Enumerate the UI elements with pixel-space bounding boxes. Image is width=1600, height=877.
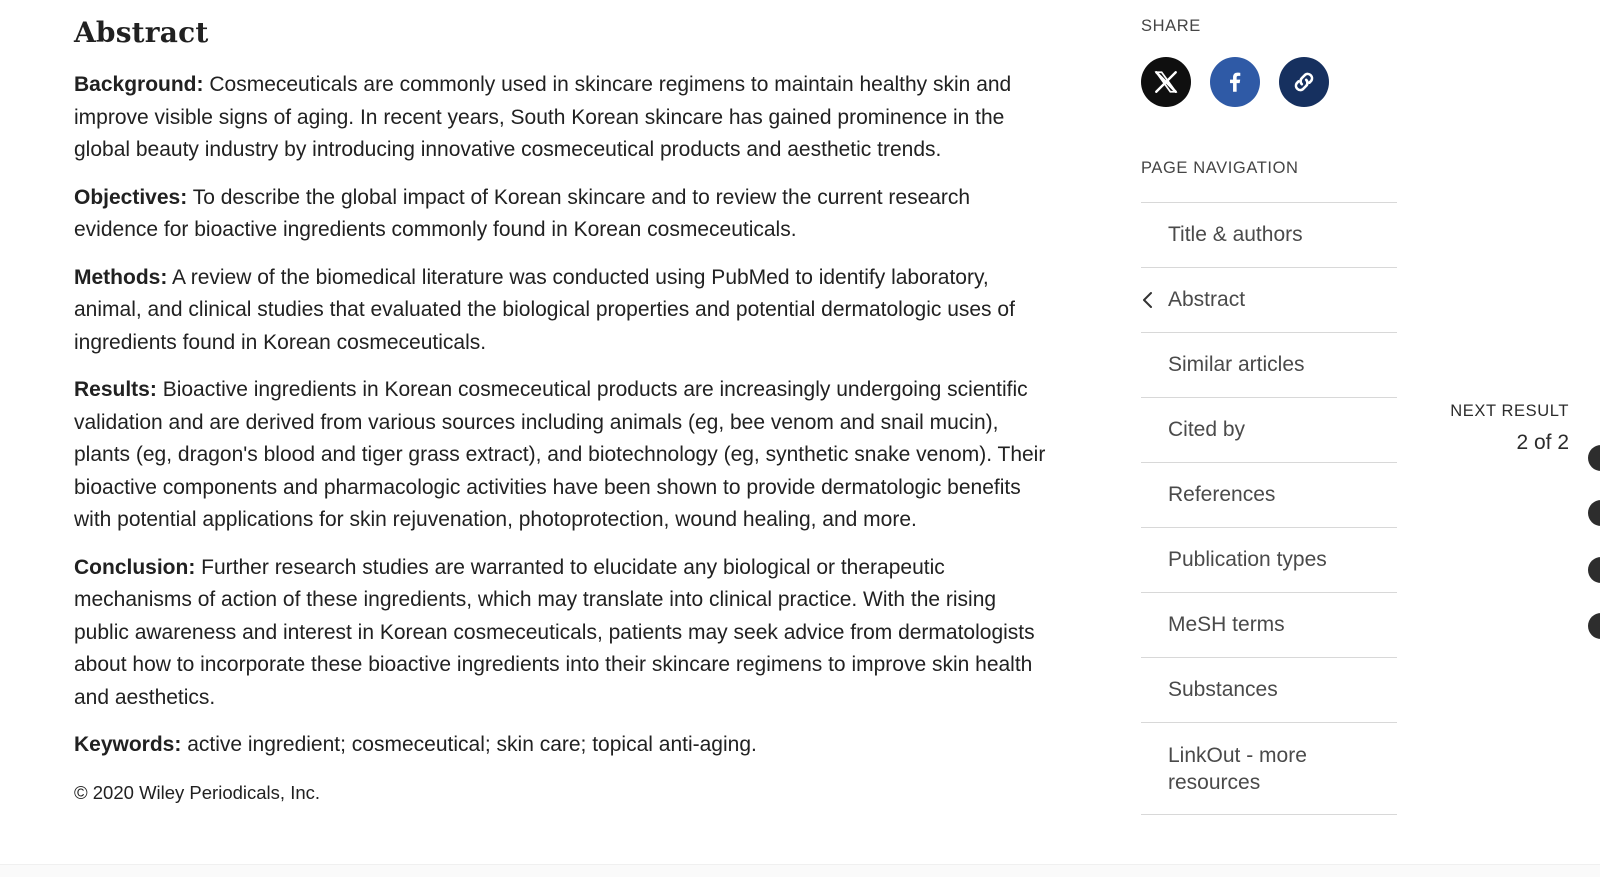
section-text: A review of the biomedical literature was conducted using PubMed to identify laboratory, animal, and clinical studies that evaluated the biological properties and potential dermatologic uses of ingredients found in Korean cosmeceuticals.: [74, 265, 1015, 354]
share-heading: SHARE: [1141, 17, 1201, 35]
copy-link-button[interactable]: [1279, 57, 1329, 107]
nav-item-similar-articles[interactable]: [1141, 333, 1397, 398]
nav-item-publication-types[interactable]: [1141, 528, 1397, 593]
nav-item-cited-by[interactable]: [1141, 398, 1397, 463]
nav-item-label: Substances: [1168, 678, 1278, 701]
abstract-section: [74, 16, 1054, 806]
copyright-notice: © 2020 Wiley Periodicals, Inc.: [74, 781, 321, 803]
next-result-label: NEXT RESULT: [1450, 402, 1569, 420]
page-bottom-edge: [0, 864, 1600, 877]
edge-control-1[interactable]: [1588, 445, 1600, 471]
nav-item-label: Publication types: [1168, 548, 1327, 571]
page-navigation-list: [1141, 202, 1397, 815]
edge-control-4[interactable]: [1588, 613, 1600, 639]
edge-control-2[interactable]: [1588, 500, 1600, 526]
section-label: Objectives:: [74, 185, 188, 209]
section-text: Cosmeceuticals are commonly used in skincare regimens to maintain healthy skin and improve visible signs of aging. In recent years, South Korean skincare has gained prominence in the global beauty industry by introducing innovative cosmeceutical products and aesthetic trends.: [74, 73, 1012, 161]
next-result[interactable]: [1450, 402, 1569, 455]
abstract-keywords: [74, 729, 1054, 762]
edge-control-3[interactable]: [1588, 557, 1600, 583]
nav-item-substances[interactable]: [1141, 658, 1397, 723]
abstract-background: [74, 69, 1054, 167]
abstract-results: [74, 374, 1054, 537]
section-label: Keywords:: [74, 733, 182, 756]
nav-item-label: Title & authors: [1168, 223, 1303, 246]
nav-item-label: MeSH terms: [1168, 613, 1285, 636]
share-facebook-button[interactable]: [1210, 57, 1260, 107]
section-text: To describe the global impact of Korean skincare and to review the current research evidence for bioactive ingredients commonly found in Korean cosmeceuticals.: [74, 185, 971, 241]
nav-item-label: References: [1168, 483, 1276, 506]
nav-item-abstract[interactable]: [1141, 268, 1397, 333]
nav-item-label: Abstract: [1168, 288, 1246, 311]
share-buttons: [1141, 57, 1329, 107]
section-label: Methods:: [74, 265, 168, 289]
nav-item-title-authors[interactable]: [1141, 203, 1397, 268]
nav-item-label: Similar articles: [1168, 353, 1305, 376]
link-icon: [1291, 69, 1317, 95]
section-label: Background:: [74, 73, 204, 96]
nav-item-mesh-terms[interactable]: [1141, 593, 1397, 658]
abstract-conclusion: [74, 552, 1054, 715]
nav-item-label: Cited by: [1168, 418, 1246, 441]
section-label: Results:: [74, 378, 157, 401]
facebook-icon: [1222, 69, 1248, 95]
nav-item-references[interactable]: [1141, 463, 1397, 528]
abstract-methods: [74, 262, 1054, 360]
section-text: Further research studies are warranted to elucidate any biological or therapeutic mechanisms of action of these ingredients, which may translate into clinical practice. With the rising public awareness and interest in Korean cosmeceuticals, patients may seek advice from dermatologists about how to incorporate these bioactive ingredients into their skincare regimens to improve skin health and aesthetics.: [74, 555, 1035, 709]
nav-item-linkout[interactable]: [1141, 723, 1397, 815]
x-logo-icon: [1153, 69, 1179, 95]
abstract-objectives: [74, 182, 1054, 247]
next-result-count: 2 of 2: [1516, 431, 1569, 454]
abstract-heading: Abstract: [74, 16, 209, 49]
chevron-left-icon: [1141, 291, 1155, 309]
section-text: active ingredient; cosmeceutical; skin care; topical anti-aging.: [187, 733, 757, 756]
nav-item-label: LinkOut - more resources: [1168, 743, 1307, 794]
section-text: Bioactive ingredients in Korean cosmeceutical products are increasingly undergoing scientific validation and are derived from various sources including animals (eg, bee venom and snail mucin), plants (eg, dragon's blood and tiger grass extract), and biotechnology (eg, synthetic snake venom). Their bioactive components and pharmacologic activities have been shown to provide dermatologic benefits with potential applications for skin rejuvenation, photoprotection, wound healing, and more.: [74, 378, 1046, 531]
share-x-button[interactable]: [1141, 57, 1191, 107]
section-label: Conclusion:: [74, 555, 196, 579]
page-navigation-heading: PAGE NAVIGATION: [1141, 159, 1299, 177]
